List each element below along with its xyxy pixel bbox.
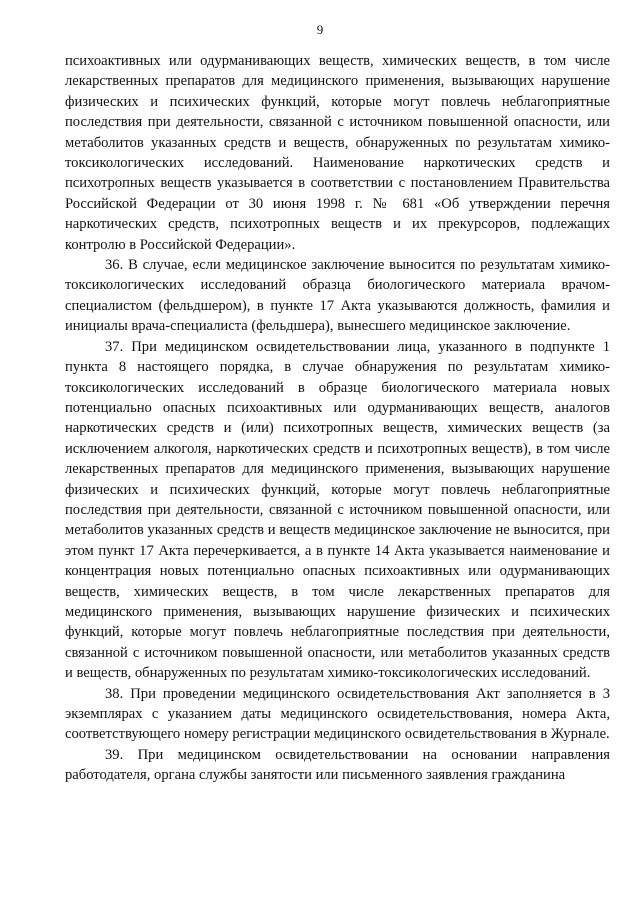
- paragraph-36: 36. В случае, если медицинское заключение выносится по результатам химико-токсикологических исследований образца биологического материала врачом-специалистом (фельдшером), в пункте 17 Акта указываются должность, фамилия и инициалы врача-специалиста (фельдшера), вынесшего медицинское заключение.: [65, 257, 610, 335]
- paragraph-37: 37. При медицинском освидетельствовании лица, указанного в подпункте 1 пункта 8 настоящего порядка, в случае обнаружения по результатам химико-токсикологических исследований в образце биологического материала новых потенциально опасных психоактивных или одурманивающих веществ, аналогов наркотических средств и (или) психотропных веществ, химических веществ (за исключением алкоголя, наркотических средств и психотропных веществ), в том числе лекарственных препаратов для медицинского применения, вызывающих нарушение физических и психических функций, которые могут повлечь неблагоприятные последствия при деятельности, связанной с источником повышенной опасности, или метаболитов указанных средств и веществ медицинское заключение не выносится, при этом пункт 17 Акта перечеркивается, а в пункте 14 Акта указывается наименование и концентрация новых потенциально опасных психоактивных или одурманивающих веществ, химических веществ, в том числе лекарственных препаратов для медицинского применения, вызывающих нарушение физических и психических функций, которые могут повлечь неблагоприятные последствия при деятельности, связанной с источником повышенной опасности, или метаболитов указанных средств и веществ, обнаруженных по результатам химико-токсикологических исследований.: [65, 338, 610, 682]
- page-number: 9: [316, 22, 324, 37]
- paragraph-39: 39. При медицинском освидетельствовании на основании направления работодателя, органа службы занятости или письменного заявления гражданина: [65, 746, 610, 784]
- paragraph-continuation: психоактивных или одурманивающих веществ, химических веществ, в том числе лекарственных препаратов для медицинского применения, вызывающих нарушение физических и психических функций, которые могут повлечь неблагоприятные последствия при деятельности, связанной с источником повышенной опасности, или метаболитов указанных средств и веществ, обнаруженных по результатам химико-токсикологических исследований. Наименование наркотических средств и психотропных веществ указывается в соответствии с постановлением Правительства Российской Федерации от 30 июня 1998 г. № 681 «Об утверждении перечня наркотических средств, психотропных веществ и их прекурсоров, подлежащих контролю в Российской Федерации».: [65, 53, 610, 253]
- paragraph-38: 38. При проведении медицинского освидетельствования Акт заполняется в 3 экземплярах с указанием даты медицинского освидетельствования, номера Акта, соответствующего номеру регистрации медицинского освидетельствования в Журнале.: [65, 685, 610, 743]
- document-body: [65, 51, 610, 786]
